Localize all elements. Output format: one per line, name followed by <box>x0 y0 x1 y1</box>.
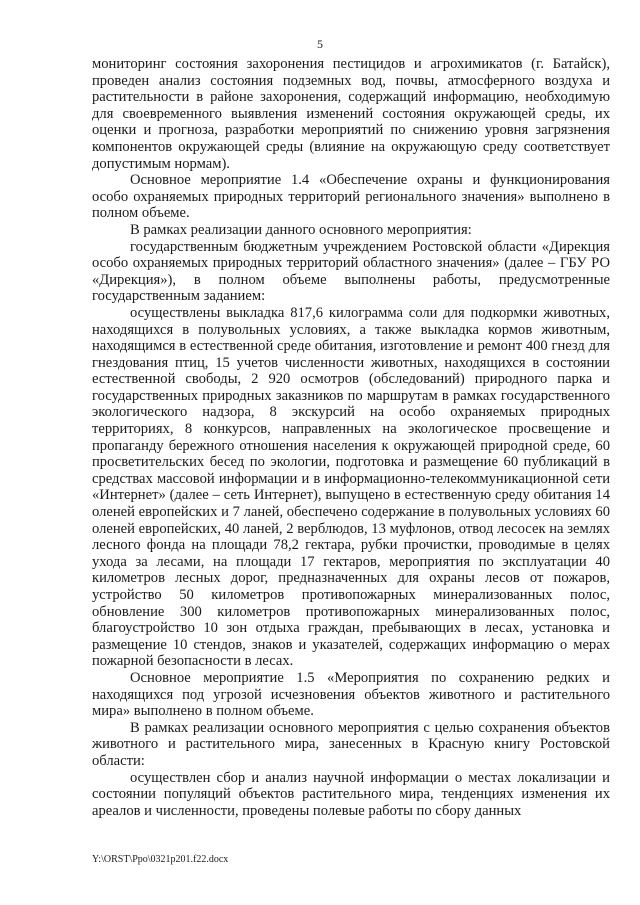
paragraph-data-collection: осуществлен сбор и анализ научной информации о местах локализации и состоянии популяций объектов растительного мира, тенденциях изменения их ареалов и численности, проведены полевые работы по сбору данных <box>92 769 610 819</box>
paragraph-measure-1-4: Основное мероприятие 1.4 «Обеспечение охраны и функционирования особо охраняемых природных территорий регионального значения» выполнено в полном объеме. <box>92 172 610 222</box>
page-number: 5 <box>317 37 323 51</box>
paragraph-monitoring: мониторинг состояния захоронения пестицидов и агрохимикатов (г. Батайск), проведен анализ состояния подземных вод, почвы, атмосферного воздуха и растительности в районе захоронения, содержащий информацию, необходимую для своевременного выявления изменений состояния окружающей среды, их оценки и прогноза, разработки мероприятий по снижению уровня загрязнения компонентов окружающей среды (влияние на окружающую среду соответствует допустимым нормам). <box>92 56 610 172</box>
document-body <box>92 56 610 819</box>
footer-file-path: Y:\ORST\Ppo\0321p201.f22.docx <box>92 854 229 865</box>
paragraph-measure-1-5: Основное мероприятие 1.5 «Мероприятия по сохранению редких и находящихся под угрозой исчезновения объектов животного и растительного мира» выполнено в полном объеме. <box>92 669 610 720</box>
paragraph-gbu-ro: государственным бюджетным учреждением Ростовской области «Дирекция особо охраняемых природных территорий областного значения» (далее – ГБУ РО «Дирекция»), в полном объеме выполнены работы, предусмотренные государственным заданием: <box>92 238 610 305</box>
paragraph-works-performed: осуществлены выкладка 817,6 килограмма соли для подкормки животных, находящихся в полувольных условиях, а также выкладка кормов животным, находящимся в естественной среде обитания, изготовление и ремонт 400 гнезд для гнездования птиц, 15 учетов численности животных, находящихся в состоянии естественной свободы, 2 920 осмотров (обследований) природного парка и государственных природных заказников по маршрутам в рамках государственного экологического надзора, 8 экскурсий на особо охраняемых природных территориях, 8 конкурсов, направленных на экологическое просвещение и пропаганду бережного отношения населения к окружающей природной среде, 60 просветительских бесед по экологии, подготовка и размещение 60 публикаций в средствах массовой информации и в информационно-телекоммуникационной сети «Интернет» (далее – сеть Интернет), выпущено в естественную среду обитания 14 оленей европейских и 7 ланей, обеспечено содержание в полувольных условиях 60 оленей европейских, 40 ланей, 2 верблюдов, 13 муфлонов, отвод лесосек на землях лесного фонда на площади 78,2 гектара, рубки прочистки, проводимые в целях ухода за лесами, на площади 17 гектаров, мероприятия по эксплуатации 40 километров лесных дорог, предназначенных для охраны лесов от пожаров, устройство 50 километров противопожарных минерализованных полос, обновление 300 километров противопожарных минерализованных полос, благоустройство 10 зон отдыха граждан, пребывающих в лесах, установка и размещение 10 стендов, знаков и указателей, содержащих информацию о мерах пожарной безопасности в лесах. <box>92 304 610 670</box>
paragraph-framework-1-5: В рамках реализации основного мероприятия с целью сохранения объектов животного и растительного мира, занесенных в Красную книгу Ростовской области: <box>92 719 610 769</box>
paragraph-framework-1-4: В рамках реализации данного основного мероприятия: <box>130 221 472 238</box>
